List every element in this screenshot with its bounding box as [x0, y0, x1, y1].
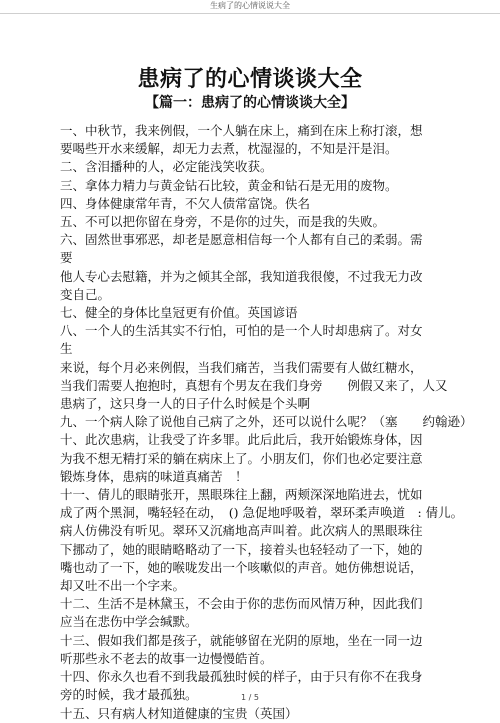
text-line: 六、固然世事邪恶，却老是愿意相信每一个人都有自己的柔弱。需 [60, 232, 423, 248]
text-line: 一、中秋节，我来例假，一个人躺在床上，痛到在床上称打滚，想 [60, 123, 423, 138]
text-line: 生 [60, 341, 73, 357]
text-line: 应当在悲伤中学会缄默。 [60, 614, 198, 630]
text-line: 八、一个人的生活其实不行怕，可怕的是一个人时却患病了。对女 [60, 323, 423, 339]
text-line: 嘴也动了一下，她的喉咙发出一个咳嗽似的声音。她仿佛想说话， [60, 559, 423, 575]
article-body [60, 122, 473, 723]
text-line: 来说，每个月必来例假，当我们痛苦，当我们需要有人做红糖水， [60, 359, 423, 375]
text-line: 成了两个黑洞，嘴轻轻在动， () 急促地呼吸着，翠环柔声唤道 : 倩儿。 [60, 505, 464, 521]
text-line: 当我们需要人抱抱时，真想有个男友在我们身旁 例假又来了，人又 [60, 377, 448, 393]
text-line: 十四、你永久也看不到我最孤独时候的样子，由于只有你不在我身 [60, 669, 423, 685]
text-line: 他人专心去慰籍，并为之倾其全部，我知道我很傻，不过我无力改 [60, 268, 423, 284]
section-heading: 【篇一：患病了的心情谈谈大全】 [145, 95, 355, 111]
text-line: 要 [60, 250, 73, 266]
text-line: 十二、生活不是林黛玉，不会由于你的悲伤而风情万种，因此我们 [60, 596, 423, 612]
text-line: 锻炼身体，患病的味道真痛苦 ！ [60, 468, 248, 484]
text-line: 下挪动了，她的眼睛略略动了一下，接着头也轻轻动了一下，她的 [60, 541, 423, 557]
text-line: 病人仿佛没有听见。翠环又沉痛地高声叫着。此次病人的黑眼珠往 [60, 523, 423, 539]
text-line: 十三、假如我们都是孩子，就能够留在光阴的原地，坐在一同一边 [60, 632, 423, 648]
text-line: 九、一个病人除了说他自己病了之外，还可以说什么呢？（塞 约翰逊） [60, 414, 473, 430]
page-number: 1 / 5 [241, 693, 259, 702]
header-divider [0, 13, 500, 14]
text-line: 二、含泪播种的人，必定能浅笑收获。 [60, 159, 273, 175]
running-header: 生病了的心情说说大全 [210, 1, 290, 10]
text-line: 变自己。 [60, 286, 111, 302]
text-line: 要喝些开水来缓解，却无力去煮，枕湿湿的，不知是汗是泪。 [60, 141, 398, 157]
text-line: 旁的时候，我才最孤独。 [60, 687, 198, 703]
text-line: 十五、只有病人材知道健康的宝贵（英国） [60, 705, 298, 721]
text-line: 五、不可以把你留在身旁，不是你的过失，而是我的失败。 [60, 214, 386, 230]
text-line: 四、身体健康常年青，不欠人债常富饶。佚名 [60, 195, 311, 211]
text-line: 十、此次患病，让我受了许多罪。此后此后，我开始锻炼身体，因 [60, 432, 423, 448]
page-title: 患病了的心情谈谈大全 [137, 66, 363, 92]
text-line: 患病了，这只身一人的日子什么时候是个头啊 [60, 396, 311, 412]
text-line: 十一、倩儿的眼睛张开，黑眼珠往上翻，两颊深深地陷进去，忧如 [60, 487, 423, 503]
text-line: 听那些永不老去的故事一边慢慢皓首。 [60, 650, 273, 666]
text-line: 七、健全的身体比皇冠更有价值。英国谚语 [60, 305, 298, 321]
text-line: 为我不想无精打采的躺在病床上了。小朋友们，你们也必定要注意 [60, 450, 423, 466]
text-line: 却又吐不出一个字来。 [60, 578, 186, 594]
text-line: 三、拿体力精力与黄金钻石比较，黄金和钻石是无用的废物。 [60, 177, 398, 193]
